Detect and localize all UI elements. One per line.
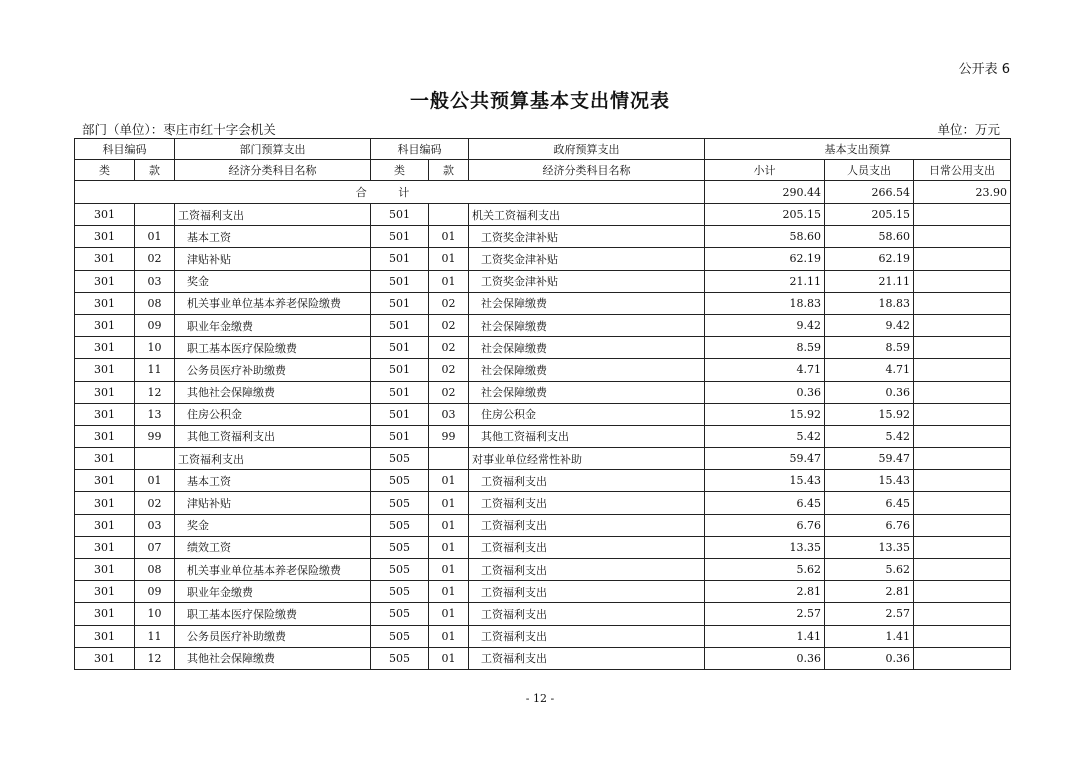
econ-name-cell: 机关事业单位基本养老保险缴费 [175,292,371,314]
table-row [75,603,1011,625]
personnel-cell: 9.42 [825,314,914,336]
kuan-cell: 02 [135,492,175,514]
personnel-cell: 8.59 [825,337,914,359]
kuan-cell: 12 [135,647,175,669]
econ-name-cell: 公务员医疗补助缴费 [175,359,371,381]
econ-name-cell: 其他社会保障缴费 [175,381,371,403]
econ-name-cell: 公务员医疗补助缴费 [175,625,371,647]
gov-econ-name-cell: 社会保障缴费 [469,381,705,403]
subtotal-cell: 205.15 [705,204,825,226]
table-row [75,448,1011,470]
gov-econ-name-cell: 社会保障缴费 [469,359,705,381]
subtotal-cell: 13.35 [705,536,825,558]
econ-name-cell: 奖金 [175,270,371,292]
gov-lei-cell: 505 [371,448,429,470]
gov-lei-cell: 505 [371,514,429,536]
econ-name-cell: 基本工资 [175,226,371,248]
total-label: 合 计 [75,181,705,204]
gov-lei-cell: 501 [371,270,429,292]
gov-kuan-cell: 03 [429,403,469,425]
gov-kuan-cell: 01 [429,270,469,292]
header-econ-name: 经济分类科目名称 [175,160,371,181]
gov-econ-name-cell: 工资福利支出 [469,559,705,581]
daily-cell [914,625,1011,647]
econ-name-cell: 工资福利支出 [175,204,371,226]
lei-cell: 301 [75,403,135,425]
personnel-cell: 1.41 [825,625,914,647]
personnel-cell: 205.15 [825,204,914,226]
daily-cell [914,226,1011,248]
budget-table [74,138,1011,670]
gov-econ-name-cell: 社会保障缴费 [469,337,705,359]
gov-kuan-cell: 02 [429,314,469,336]
table-row [75,492,1011,514]
kuan-cell: 08 [135,559,175,581]
gov-kuan-cell: 01 [429,581,469,603]
personnel-cell: 4.71 [825,359,914,381]
header-dept-expense: 部门预算支出 [175,139,371,160]
kuan-cell: 09 [135,314,175,336]
gov-lei-cell: 501 [371,337,429,359]
personnel-cell: 0.36 [825,381,914,403]
table-row [75,559,1011,581]
gov-lei-cell: 505 [371,492,429,514]
table-row [75,337,1011,359]
table-row [75,248,1011,270]
gov-econ-name-cell: 工资福利支出 [469,514,705,536]
kuan-cell: 03 [135,514,175,536]
gov-kuan-cell: 01 [429,647,469,669]
lei-cell: 301 [75,514,135,536]
personnel-cell: 59.47 [825,448,914,470]
econ-name-cell: 基本工资 [175,470,371,492]
daily-cell [914,492,1011,514]
lei-cell: 301 [75,226,135,248]
unit-label: 单位：万元 [937,122,1000,137]
daily-cell [914,337,1011,359]
econ-name-cell: 职业年金缴费 [175,314,371,336]
daily-cell [914,647,1011,669]
gov-lei-cell: 501 [371,204,429,226]
gov-lei-cell: 505 [371,559,429,581]
personnel-cell: 15.43 [825,470,914,492]
subtotal-cell: 0.36 [705,381,825,403]
header-gov-subject-code: 科目编码 [371,139,469,160]
table-row [75,403,1011,425]
gov-kuan-cell: 01 [429,226,469,248]
kuan-cell: 07 [135,536,175,558]
lei-cell: 301 [75,492,135,514]
table-row [75,381,1011,403]
personnel-cell: 21.11 [825,270,914,292]
gov-lei-cell: 501 [371,425,429,447]
gov-lei-cell: 501 [371,314,429,336]
daily-cell [914,292,1011,314]
kuan-cell [135,204,175,226]
total-personnel: 266.54 [825,181,914,204]
subtotal-cell: 18.83 [705,292,825,314]
gov-econ-name-cell: 住房公积金 [469,403,705,425]
subtotal-cell: 58.60 [705,226,825,248]
daily-cell [914,204,1011,226]
lei-cell: 301 [75,314,135,336]
subtotal-cell: 0.36 [705,647,825,669]
table-row [75,647,1011,669]
lei-cell: 301 [75,536,135,558]
lei-cell: 301 [75,425,135,447]
personnel-cell: 2.57 [825,603,914,625]
table-row [75,470,1011,492]
header-subject-code: 科目编码 [75,139,175,160]
gov-econ-name-cell: 工资福利支出 [469,536,705,558]
daily-cell [914,359,1011,381]
kuan-cell: 02 [135,248,175,270]
subtotal-cell: 6.45 [705,492,825,514]
lei-cell: 301 [75,292,135,314]
subtotal-cell: 15.43 [705,470,825,492]
total-subtotal: 290.44 [705,181,825,204]
gov-econ-name-cell: 工资福利支出 [469,581,705,603]
daily-cell [914,470,1011,492]
daily-cell [914,559,1011,581]
gov-econ-name-cell: 工资奖金津补贴 [469,226,705,248]
header-gov-kuan: 款 [429,160,469,181]
kuan-cell: 10 [135,603,175,625]
header-personnel: 人员支出 [825,160,914,181]
kuan-cell: 09 [135,581,175,603]
kuan-cell: 01 [135,470,175,492]
kuan-cell: 03 [135,270,175,292]
subtotal-cell: 21.11 [705,270,825,292]
subtotal-cell: 9.42 [705,314,825,336]
lei-cell: 301 [75,204,135,226]
daily-cell [914,270,1011,292]
gov-lei-cell: 505 [371,581,429,603]
subtotal-cell: 62.19 [705,248,825,270]
table-row [75,270,1011,292]
personnel-cell: 62.19 [825,248,914,270]
daily-cell [914,314,1011,336]
subtotal-cell: 8.59 [705,337,825,359]
gov-kuan-cell: 01 [429,514,469,536]
gov-econ-name-cell: 工资福利支出 [469,470,705,492]
lei-cell: 301 [75,647,135,669]
lei-cell: 301 [75,448,135,470]
gov-kuan-cell: 99 [429,425,469,447]
gov-lei-cell: 501 [371,381,429,403]
gov-kuan-cell: 01 [429,603,469,625]
personnel-cell: 58.60 [825,226,914,248]
header-daily: 日常公用支出 [914,160,1011,181]
subtotal-cell: 2.81 [705,581,825,603]
subtotal-cell: 2.57 [705,603,825,625]
gov-econ-name-cell: 社会保障缴费 [469,292,705,314]
kuan-cell: 11 [135,625,175,647]
kuan-cell: 13 [135,403,175,425]
gov-kuan-cell: 01 [429,248,469,270]
gov-lei-cell: 505 [371,470,429,492]
table-row [75,425,1011,447]
gov-lei-cell: 505 [371,603,429,625]
daily-cell [914,581,1011,603]
personnel-cell: 0.36 [825,647,914,669]
personnel-cell: 5.42 [825,425,914,447]
daily-cell [914,448,1011,470]
gov-lei-cell: 501 [371,359,429,381]
gov-lei-cell: 501 [371,226,429,248]
table-header [75,139,1011,181]
table-tag: 公开表 6 [958,62,1010,77]
econ-name-cell: 津贴补贴 [175,248,371,270]
gov-kuan-cell: 02 [429,337,469,359]
header-gov-econ-name: 经济分类科目名称 [469,160,705,181]
gov-kuan-cell: 01 [429,536,469,558]
gov-lei-cell: 501 [371,292,429,314]
daily-cell [914,514,1011,536]
lei-cell: 301 [75,603,135,625]
subtotal-cell: 15.92 [705,403,825,425]
table-row [75,514,1011,536]
subtotal-cell: 6.76 [705,514,825,536]
department-label: 部门（单位）：枣庄市红十字会机关 [82,122,276,137]
econ-name-cell: 机关事业单位基本养老保险缴费 [175,559,371,581]
table-row [75,536,1011,558]
total-row [75,181,1011,204]
subtotal-cell: 1.41 [705,625,825,647]
gov-kuan-cell: 01 [429,625,469,647]
econ-name-cell: 绩效工资 [175,536,371,558]
econ-name-cell: 工资福利支出 [175,448,371,470]
gov-econ-name-cell: 对事业单位经常性补助 [469,448,705,470]
econ-name-cell: 其他工资福利支出 [175,425,371,447]
personnel-cell: 2.81 [825,581,914,603]
gov-lei-cell: 505 [371,536,429,558]
personnel-cell: 13.35 [825,536,914,558]
econ-name-cell: 职业年金缴费 [175,581,371,603]
gov-econ-name-cell: 工资奖金津补贴 [469,270,705,292]
header-basic-budget: 基本支出预算 [705,139,1011,160]
table-body [75,181,1011,670]
gov-econ-name-cell: 工资福利支出 [469,647,705,669]
table-row [75,226,1011,248]
econ-name-cell: 奖金 [175,514,371,536]
personnel-cell: 5.62 [825,559,914,581]
header-kuan: 款 [135,160,175,181]
gov-kuan-cell: 02 [429,381,469,403]
table-row [75,625,1011,647]
gov-kuan-cell: 01 [429,492,469,514]
econ-name-cell: 其他社会保障缴费 [175,647,371,669]
personnel-cell: 6.76 [825,514,914,536]
daily-cell [914,248,1011,270]
kuan-cell: 01 [135,226,175,248]
lei-cell: 301 [75,359,135,381]
page-number: - 12 - [525,692,555,705]
daily-cell [914,425,1011,447]
gov-kuan-cell: 02 [429,292,469,314]
gov-econ-name-cell: 工资福利支出 [469,625,705,647]
gov-lei-cell: 505 [371,625,429,647]
header-subtotal: 小计 [705,160,825,181]
subtotal-cell: 5.42 [705,425,825,447]
daily-cell [914,536,1011,558]
daily-cell [914,603,1011,625]
lei-cell: 301 [75,625,135,647]
kuan-cell: 10 [135,337,175,359]
gov-econ-name-cell: 社会保障缴费 [469,314,705,336]
gov-econ-name-cell: 工资福利支出 [469,492,705,514]
subtotal-cell: 4.71 [705,359,825,381]
lei-cell: 301 [75,248,135,270]
econ-name-cell: 津贴补贴 [175,492,371,514]
gov-lei-cell: 501 [371,248,429,270]
gov-econ-name-cell: 其他工资福利支出 [469,425,705,447]
table-row [75,359,1011,381]
gov-econ-name-cell: 机关工资福利支出 [469,204,705,226]
personnel-cell: 18.83 [825,292,914,314]
kuan-cell: 12 [135,381,175,403]
page-title: 一般公共预算基本支出情况表 [409,90,670,112]
lei-cell: 301 [75,470,135,492]
gov-kuan-cell [429,448,469,470]
lei-cell: 301 [75,581,135,603]
personnel-cell: 15.92 [825,403,914,425]
gov-econ-name-cell: 工资奖金津补贴 [469,248,705,270]
personnel-cell: 6.45 [825,492,914,514]
kuan-cell: 11 [135,359,175,381]
econ-name-cell: 职工基本医疗保险缴费 [175,603,371,625]
lei-cell: 301 [75,270,135,292]
gov-kuan-cell: 01 [429,559,469,581]
gov-econ-name-cell: 工资福利支出 [469,603,705,625]
kuan-cell [135,448,175,470]
gov-lei-cell: 501 [371,403,429,425]
gov-kuan-cell [429,204,469,226]
econ-name-cell: 住房公积金 [175,403,371,425]
daily-cell [914,403,1011,425]
subtotal-cell: 5.62 [705,559,825,581]
subtotal-cell: 59.47 [705,448,825,470]
header-gov-lei: 类 [371,160,429,181]
table-row [75,581,1011,603]
kuan-cell: 08 [135,292,175,314]
econ-name-cell: 职工基本医疗保险缴费 [175,337,371,359]
header-lei: 类 [75,160,135,181]
kuan-cell: 99 [135,425,175,447]
lei-cell: 301 [75,337,135,359]
table-row [75,292,1011,314]
daily-cell [914,381,1011,403]
table-row [75,204,1011,226]
gov-lei-cell: 505 [371,647,429,669]
gov-kuan-cell: 01 [429,470,469,492]
lei-cell: 301 [75,381,135,403]
header-gov-expense: 政府预算支出 [469,139,705,160]
total-daily: 23.90 [914,181,1011,204]
gov-kuan-cell: 02 [429,359,469,381]
lei-cell: 301 [75,559,135,581]
table-row [75,314,1011,336]
